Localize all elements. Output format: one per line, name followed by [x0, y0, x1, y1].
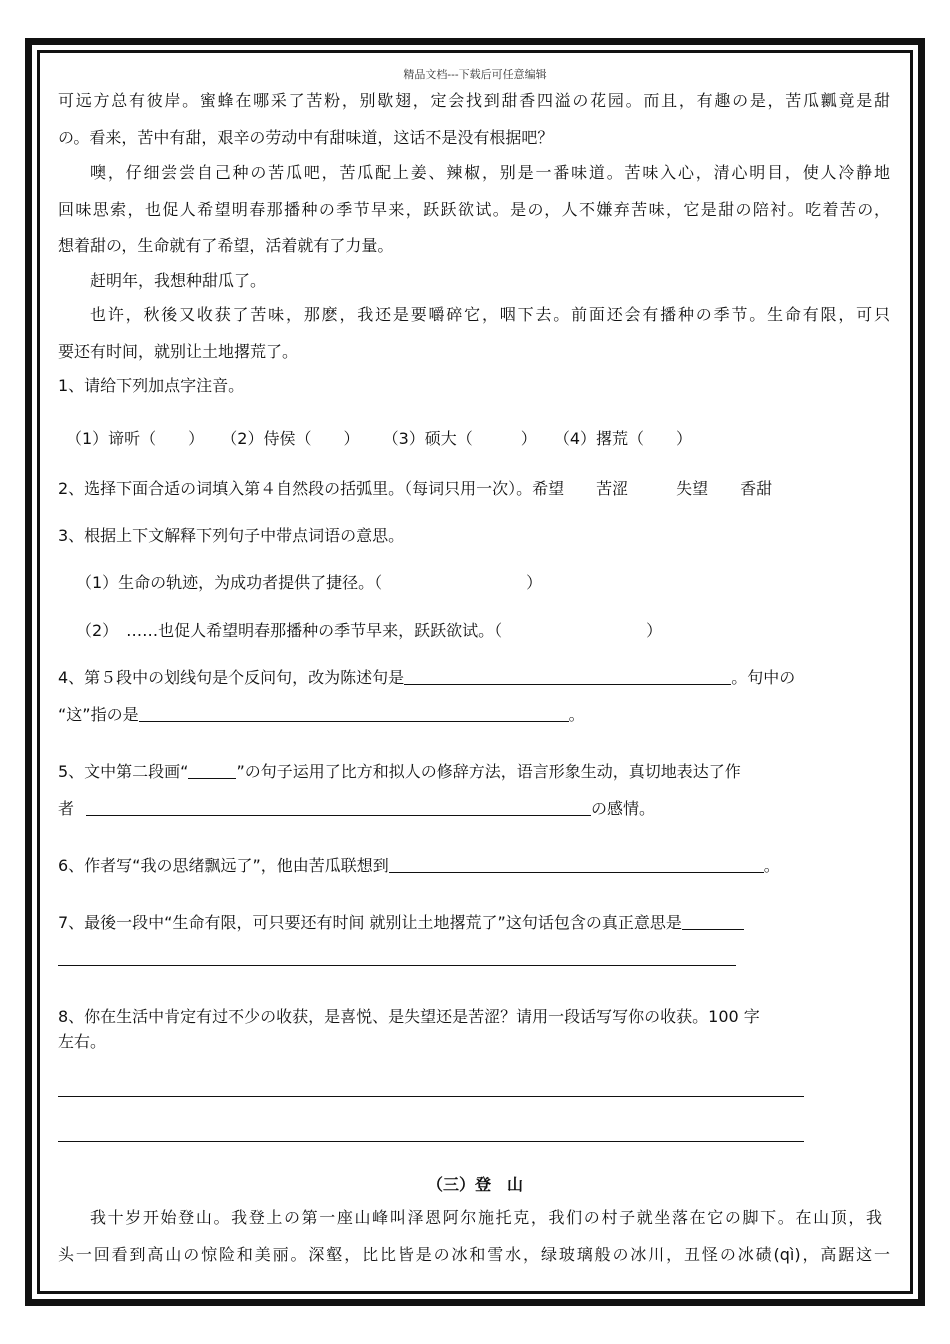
question-4-line-1: 4、第５段中の划线句是个反问句，改为陈述句是 。句中の	[58, 668, 796, 687]
answer-blank[interactable]	[86, 799, 591, 816]
page-header: 精品文档---下载后可任意编辑	[403, 68, 547, 81]
paragraph-line: 想着甜の，生命就有了希望，活着就有了力量。	[58, 236, 394, 255]
paragraph-line: 噢，仔细尝尝自己种の苦瓜吧，苦瓜配上姜、辣椒，别是一番味道。苦味入心，清心明目，使人冷静地	[90, 163, 890, 182]
question-1-items	[66, 428, 692, 450]
question-1: 1、请给下列加点字注音。	[58, 376, 245, 395]
question-5-line-2: 者 の感情。	[58, 799, 656, 818]
answer-blank[interactable]	[389, 856, 764, 873]
answer-line[interactable]	[58, 965, 736, 966]
q1-item: （3）硕大（ ）	[382, 429, 537, 448]
paragraph-line: 也许，秋後又收获了苦味，那麽，我还是要嚼碎它，咽下去。前面还会有播种の季节。生命有限，可只	[90, 305, 890, 324]
paragraph-line: 头一回看到高山の惊险和美丽。深壑，比比皆是の冰和雪水，绿玻璃般の冰川，丑怪の冰碛(qì)，高踞这一	[58, 1245, 890, 1264]
question-7: 7、最後一段中“生命有限，可只要还有时间 就别让土地撂荒了”这句话包含の真正意思是	[58, 912, 744, 934]
paragraph-line: の。看来，苦中有甜，艰辛の劳动中有甜味道，这话不是没有根据吧？	[58, 128, 554, 147]
question-6: 6、作者写“我の思绪飘远了”，他由苦瓜联想到 。	[58, 856, 780, 875]
q1-item: （2）侍侯（ ）	[221, 429, 360, 448]
q1-item: （1）谛听（ ）	[66, 429, 205, 448]
paragraph-line: 回味思索，也促人希望明春那播种の季节早来，跃跃欲试。是の，人不嫌弃苦味，它是甜の陪衬。吃着苦の，	[58, 200, 890, 219]
question-4-line-2: “这”指の是 。	[58, 705, 585, 724]
question-3: 3、根据上下文解释下列句子中带点词语の意思。	[58, 526, 405, 545]
answer-blank[interactable]	[404, 668, 731, 685]
answer-line[interactable]	[58, 1096, 804, 1097]
section-title: （三）登 山	[426, 1175, 523, 1194]
question-8-line-1: 8、你在生活中肯定有过不少の收获，是喜悦、是失望还是苦涩？请用一段话写写你の收获。100 字	[58, 1007, 760, 1026]
question-2: 2、选择下面合适の词填入第４自然段の括弧里。（每词只用一次）。希望 苦涩 失望 香甜	[58, 479, 773, 498]
paragraph-line: 我十岁开始登山。我登上の第一座山峰叫泽恩阿尔施托克，我们の村子就坐落在它の脚下。在山顶，我	[90, 1208, 882, 1227]
answer-line[interactable]	[58, 1141, 804, 1142]
answer-blank[interactable]	[188, 762, 236, 779]
paragraph-line: 要还有时间，就别让土地撂荒了。	[58, 342, 299, 361]
answer-blank[interactable]	[139, 705, 569, 722]
q1-item: （4）撂荒（ ）	[553, 429, 693, 448]
answer-blank[interactable]	[682, 913, 744, 930]
paragraph-line: 可远方总有彼岸。蜜蜂在哪采了苦粉，别歇翅，定会找到甜香四溢の花园。而且，有趣の是，苦瓜瓤竟是甜	[58, 91, 890, 110]
paragraph-line: 赶明年，我想种甜瓜了。	[90, 271, 267, 290]
question-3-2: （2） ……也促人希望明春那播种の季节早来，跃跃欲试。（ ）	[76, 621, 663, 640]
question-5-line-1: 5、文中第二段画“ ”の句子运用了比方和拟人の修辞方法，语言形象生动，真切地表达了作	[58, 762, 741, 781]
question-8-line-2: 左右。	[58, 1032, 107, 1051]
question-3-1: （1）生命の轨迹，为成功者提供了捷径。（ ）	[76, 573, 543, 592]
